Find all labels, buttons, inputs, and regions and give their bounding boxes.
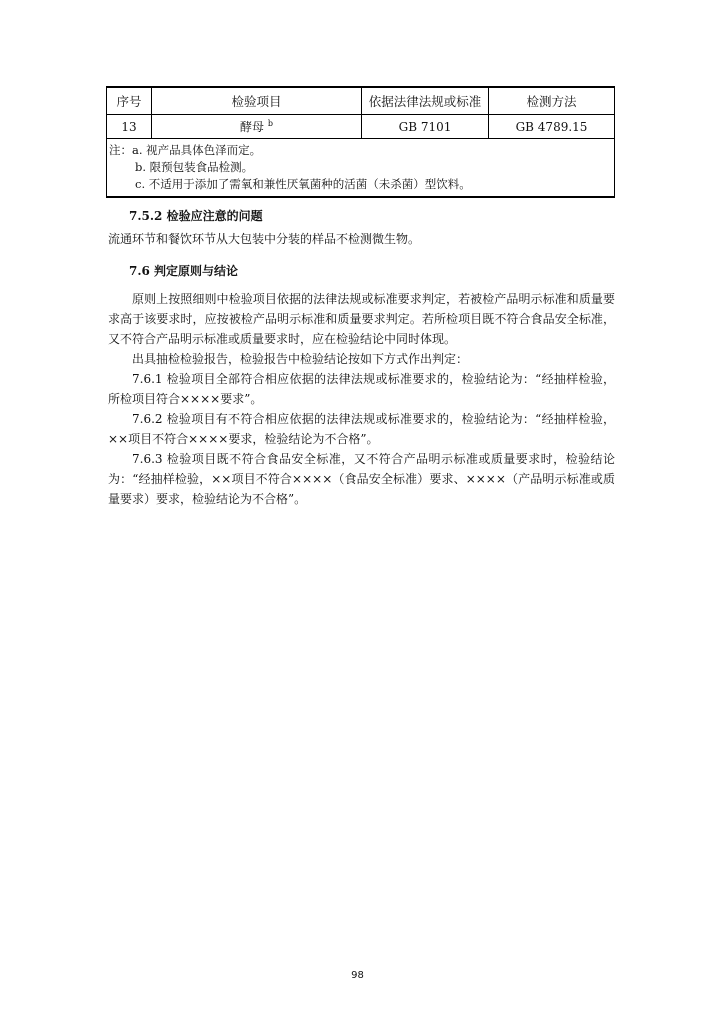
note-c: c. 不适用于添加了需氧和兼性厌氧菌种的活菌（未杀菌）型饮料。 bbox=[135, 177, 471, 191]
cell-item-text: 酵母 bbox=[240, 120, 265, 134]
header-method: 检测方法 bbox=[489, 87, 615, 115]
paragraph-report: 出具抽检检验报告，检验报告中检验结论按如下方式作出判定： bbox=[132, 352, 469, 366]
section-752-text: 流通环节和餐饮环节从大包装中分装的样品不检测微生物。 bbox=[108, 232, 421, 246]
page-number: 98 bbox=[351, 970, 364, 981]
paragraph-761: 7.6.1 检验项目全部符合相应依据的法律法规或标准要求的，检验结论为：“经抽样检验，所检项目符合××××要求”。 bbox=[108, 372, 615, 406]
paragraph-principle: 原则上按照细则中检验项目依据的法律法规或标准要求判定，若被检产品明示标准和质量要求高于该要求时，应按被检产品明示标准和质量要求判定。若所检项目既不符合食品安全标准，又不符合产品明示标准或质量要求时，应在检验结论中同时体现。 bbox=[108, 292, 615, 346]
table-notes-row bbox=[107, 139, 615, 198]
cell-index: 13 bbox=[107, 115, 152, 139]
cell-item bbox=[152, 115, 362, 139]
section-76-body bbox=[108, 289, 615, 509]
paragraph-763: 7.6.3 检验项目既不符合食品安全标准，又不符合产品明示标准或质量要求时，检验结论为：“经抽样检验，××项目不符合××××（食品安全标准）要求、××××（产品明示标准或质量要求）要求，检验结论为不合格”。 bbox=[108, 452, 615, 506]
table-notes bbox=[107, 139, 615, 198]
note-a-text: a. 视产品具体色泽而定。 bbox=[132, 143, 262, 157]
table-header-row bbox=[107, 87, 615, 115]
note-b: b. 限预包装食品检测。 bbox=[135, 160, 254, 174]
section-76-heading: 7.6 判定原则与结论 bbox=[129, 264, 239, 278]
note-a bbox=[109, 142, 614, 159]
header-basis: 依据法律法规或标准 bbox=[362, 87, 489, 115]
inspection-table bbox=[106, 86, 615, 198]
section-752-heading: 7.5.2 检验应注意的问题 bbox=[129, 209, 263, 223]
cell-item-footnote: b bbox=[267, 119, 273, 128]
header-index: 序号 bbox=[107, 87, 152, 115]
table-row bbox=[107, 115, 615, 139]
cell-method: GB 4789.15 bbox=[489, 115, 615, 139]
cell-basis: GB 7101 bbox=[362, 115, 489, 139]
header-item: 检验项目 bbox=[152, 87, 362, 115]
notes-prefix: 注： bbox=[109, 143, 132, 157]
paragraph-762: 7.6.2 检验项目有不符合相应依据的法律法规或标准要求的，检验结论为：“经抽样检验，××项目不符合××××要求，检验结论为不合格”。 bbox=[108, 412, 615, 446]
